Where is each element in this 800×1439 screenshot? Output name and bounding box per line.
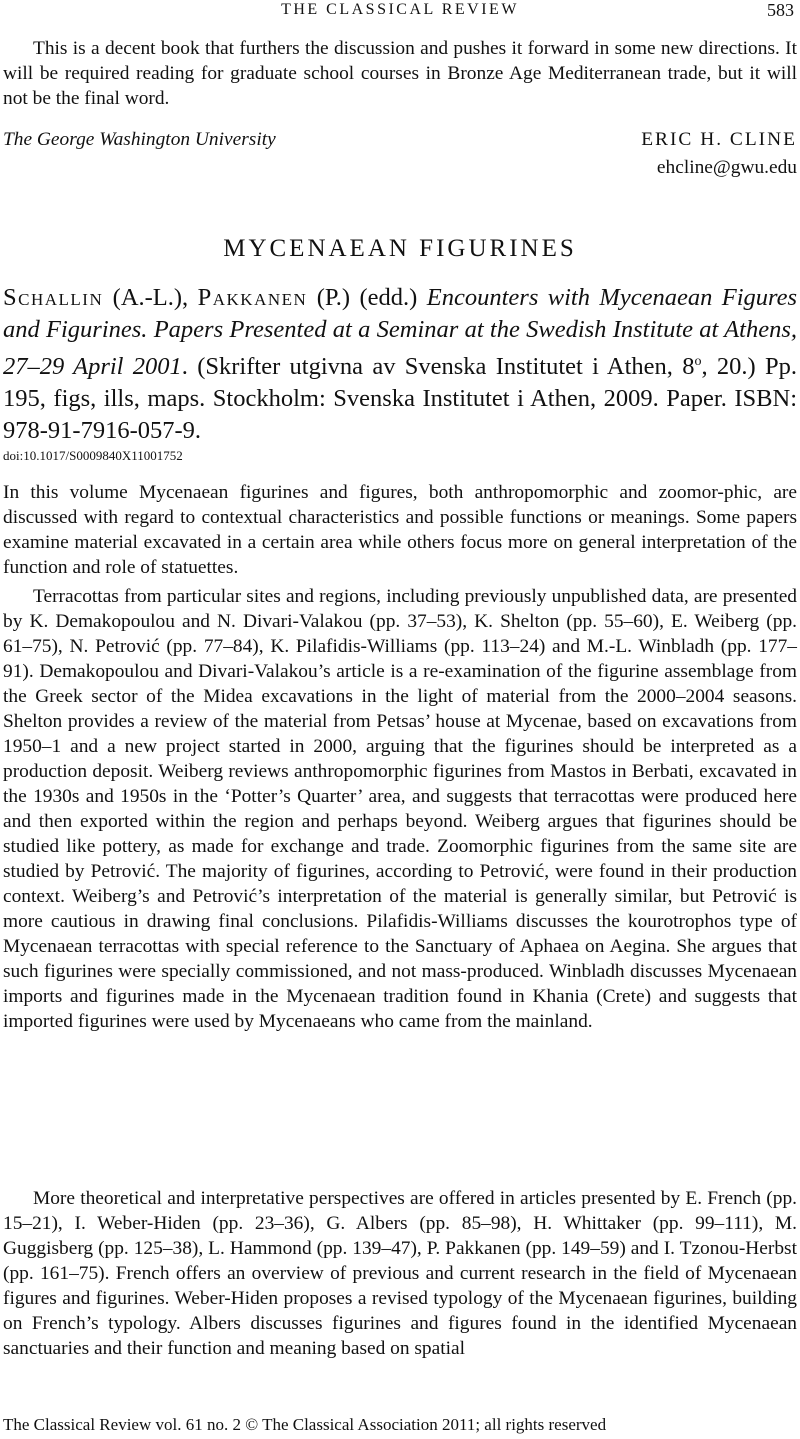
publication-details: , 20.) Pp. 195, figs, ills, maps. Stockholm: Svenska Institutet i Athen, 2009. Paper. ISBN: 978-91-7916-057-9. [3, 353, 797, 445]
book-title: Encounters with Mycenaean Figures and Figurines. Papers Presented at a Seminar at the Swedish Institute at Athens, 27–29 April 2001 [3, 284, 798, 381]
reviewer-affiliation: The George Washington University [3, 129, 276, 150]
running-head [0, 0, 800, 22]
reviewer-name: ERIC H. CLINE [641, 129, 797, 150]
author1-initials: (A.-L.), [112, 284, 189, 311]
series-info: . (Skrifter utgivna av Svenska Institutet i Athen, 8 [181, 353, 695, 381]
reviewer-email: ehcline@gwu.edu [656, 157, 797, 178]
body-paragraph-2: Terracottas from particular sites and regions, including previously unpublished data, are presented by K. Demakopoulou and N. Divari-Valakou (pp. 37–53), K. Shelton (pp. 55–60), E. Weiberg (pp. 61–75), N. Petrović (pp. 77–84), K. Pilafidis-Williams (pp. 113–24) and M.-L. Winbladh (pp. 177–91). Demakopoulou and Divari-Valakou’s article is a re-examination of the figurine assemblage from the Greek sector of the Midea excavations in the light of material from the 2000–2004 seasons. Shelton provides a review of the material from Petsas’ house at Mycenae, based on excavations from 1950–1 and a new project started in 2000, arguing that the figurines should be interpreted as a production deposit. Weiberg reviews anthropomorphic figurines from Mastos in Berbati, excavated in the 1930s and 1950s in the ‘Potter’s Quarter’ area, and suggests that terracottas were produced here and then exported within the region and perhaps beyond. Weiberg argues that figurines should be studied like pottery, as made for exchange and trade. Zoomorphic figurines from the same site are studied by Petrović. The majority of figurines, according to Petrović, were found in their production context. Weiberg’s and Petrović’s interpretation of the material is generally similar, but Petrović is more cautious in drawing final conclusions. Pilafidis-Williams discusses the kourotrophos type of Mycenaean terracottas with special reference to the Sanctuary of Aphaea on Aegina. She argues that such figurines were specially commissioned, and not mass-produced. Winbladh discusses Mycenaean imports and figurines made in the Mycenaean tradition found in Khania (Crete) and suggests that imported figurines were used by Mycenaeans who came from the mainland. [3, 586, 797, 1032]
author2-surname: Pakkanen [197, 284, 308, 311]
journal-name: THE CLASSICAL REVIEW [281, 1, 519, 18]
doi: doi:10.1017/S0009840X11001752 [3, 448, 183, 463]
previous-review-closing-paragraph: This is a decent book that furthers the discussion and pushes it forward in some new directions. It will be required reading for graduate school courses in Bronze Age Mediterranean trade, but it will not be the final word. [3, 38, 797, 109]
body-paragraph-3: More theoretical and interpretative perspectives are offered in articles presented by E. French (pp. 15–21), I. Weber-Hiden (pp. 23–36), G. Albers (pp. 85–98), H. Whittaker (pp. 99–111), M. Guggisberg (pp. 125–38), L. Hammond (pp. 139–47), P. Pakkanen (pp. 149–59) and I. Tzonou-Herbst (pp. 161–75). French offers an overview of previous and current research in the field of Mycenaean figures and figurines. Weber-Hiden proposes a revised typology of the Mycenaean figurines, building on French’s typology. Albers discusses figurines and figures found in the identified Mycenaean sanctuaries and their function and meaning based on spatial [3, 1188, 797, 1359]
section-title: MYCENAEAN FIGURINES [223, 235, 577, 262]
copyright-footer: The Classical Review vol. 61 no. 2 © The Classical Association 2011; all rights reserved [3, 1415, 607, 1434]
body-paragraph-1: In this volume Mycenaean figurines and figures, both anthropomorphic and zoomor-phic, are discussed with regard to contextual characteristics and possible functions or meanings. Some papers examine material excavated in a certain area while others focus more on general interpretation of the function and role of statuettes. [3, 482, 797, 578]
series-superscript: o [694, 354, 702, 369]
author1-surname: Schallin [3, 284, 104, 311]
book-citation [3, 282, 797, 447]
author2-initials: (P.) (edd.) [316, 284, 418, 311]
page-number: 583 [767, 0, 794, 20]
